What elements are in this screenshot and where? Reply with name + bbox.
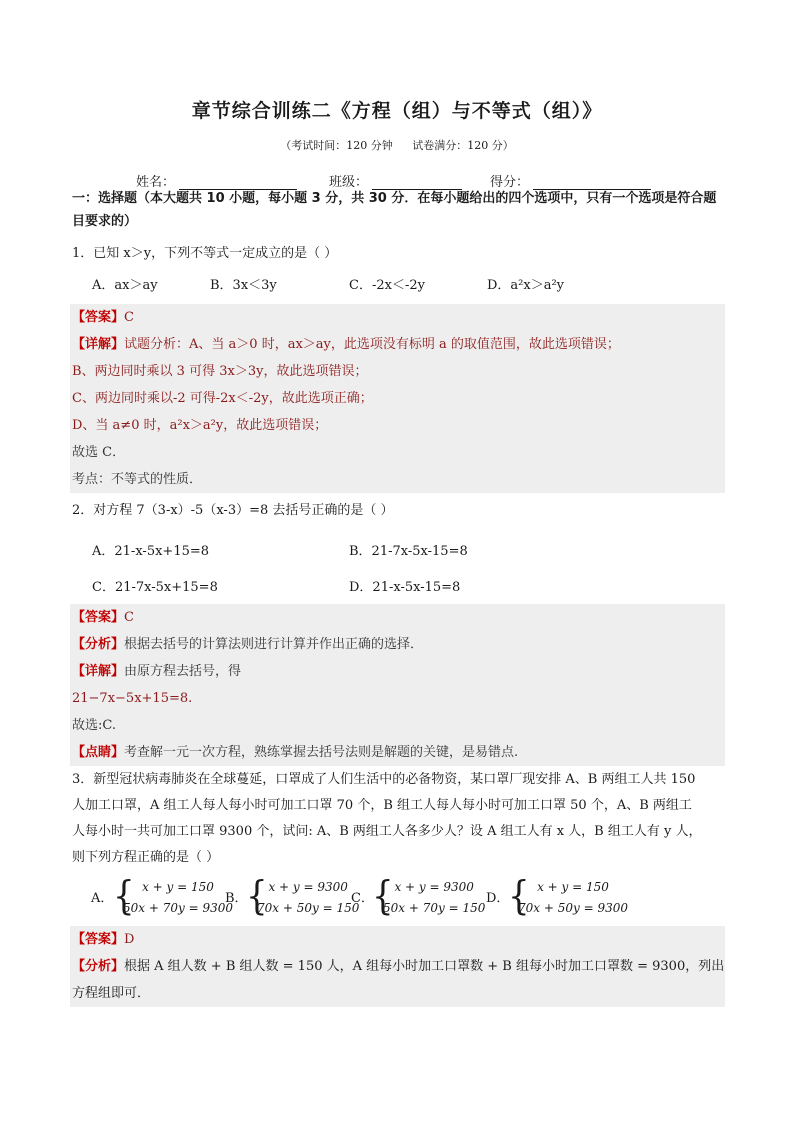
detail-tag: 【详解】: [72, 664, 125, 679]
question-2-options-row-1: [92, 540, 468, 559]
question-1-options: [92, 274, 564, 293]
answer-row: [70, 604, 725, 631]
conclusion-text: 故选 C．: [72, 445, 126, 460]
answer-tag: 【答案】: [72, 310, 125, 325]
question-2-solution: [70, 604, 725, 766]
equation-pair: [123, 877, 233, 919]
equation-pair: [518, 877, 628, 919]
brace-icon: {: [246, 873, 268, 920]
brace-icon: {: [508, 873, 530, 920]
answer-tag: 【答案】: [72, 932, 125, 947]
answer-row: [70, 304, 725, 331]
answer-tag: 【答案】: [72, 610, 125, 625]
option-c: C．21-7x-5x+15=8: [92, 580, 218, 595]
question-3-solution: [70, 926, 725, 1007]
equation-1: x + y = 150: [142, 880, 214, 894]
question-1-stem: 1．已知 x＞y，下列不等式一定成立的是（ ）: [72, 246, 338, 261]
exam-full-score: 试卷满分：120 分）: [412, 139, 514, 152]
equation-line: 21−7x−5x+15=8.: [72, 691, 193, 706]
option-label: B．: [225, 891, 248, 906]
question-2-stem: 2．对方程 7（3-x）-5（x-3）=8 去括号正确的是（ ）: [72, 503, 394, 518]
question-1-solution: [70, 304, 725, 493]
option-d: D．21-x-5x-15=8: [349, 580, 461, 595]
option-label: C．: [351, 891, 374, 906]
score-label: 得分：: [490, 175, 530, 190]
option-b: B．21-7x-5x-15=8: [349, 544, 468, 559]
detail-line-c: C、两边同时乘以-2 可得-2x＜-2y，故此选项正确；: [72, 391, 373, 406]
detail-line-b: B、两边同时乘以 3 可得 3x＞3y，故此选项错误；: [72, 364, 368, 379]
answer-value: D: [124, 932, 135, 947]
option-d-system: [486, 873, 631, 921]
brace-icon: {: [372, 873, 394, 920]
equation-1: x + y = 150: [537, 880, 609, 894]
equation-pair: [257, 877, 359, 919]
option-a-system: [91, 873, 233, 921]
brace-icon: {: [113, 873, 135, 920]
option-c-system: [351, 873, 486, 921]
page-title: 章节综合训练二《方程（组）与不等式（组）》: [191, 100, 603, 122]
analysis-text: 根据 A 组人数 + B 组人数 = 150 人，A 组每小时加工口罩数 + B 组每小时加工口罩数 = 9300，列出: [124, 959, 725, 974]
option-a: A．21-x-5x+15=8: [92, 544, 210, 559]
stem-line-1: 3．新型冠状病毒肺炎在全球蔓延，口罩成了人们生活中的必备物资，某口罩厂现安排 A、B 两组工人共 150: [72, 772, 696, 787]
detail-line-d: D、当 a≠0 时，a²x＞a²y，故此选项错误；: [72, 418, 328, 433]
comment-row: [70, 739, 725, 766]
equation-pair: [383, 877, 485, 919]
analysis-row: [70, 631, 725, 658]
option-a: A．ax＞ay: [92, 278, 158, 293]
stem-line-3: 人每小时一共可加工口罩 9300 个，试问: A、B 两组工人各多少人？设 A 组工人有 x 人，B 组工人有 y 人，: [72, 824, 702, 839]
conclusion-text: 故选:C.: [72, 718, 116, 733]
option-label: A．: [91, 891, 114, 906]
detail-text: 由原方程去括号，得: [124, 664, 242, 679]
option-d: D．a²x＞a²y: [487, 278, 565, 293]
question-2-options-row-2: [92, 576, 460, 595]
answer-value: C: [124, 310, 134, 325]
option-label: D．: [486, 891, 510, 906]
stem-line-2: 人加工口罩，A 组工人每人每小时可加工口罩 70 个，B 组工人每人每小时可加工口罩 50 个，A、B 两组工: [72, 798, 692, 813]
equation-2: 50x + 70y = 150: [383, 901, 486, 915]
answer-value: C: [124, 610, 134, 625]
stem-line-4: 则下列方程正确的是（ ）: [72, 850, 220, 865]
knowledge-point: 考点：不等式的性质．: [72, 472, 203, 487]
analysis-line-2: 方程组即可．: [72, 986, 151, 1001]
analysis-tag: 【分析】: [72, 959, 125, 974]
equation-1: x + y = 9300: [268, 880, 348, 894]
detail-tag: 【详解】: [72, 337, 125, 352]
answer-row: [70, 926, 725, 953]
option-b: B．3x＜3y: [210, 278, 277, 293]
question-3-stem: [72, 767, 726, 871]
name-label: 姓名：: [136, 175, 176, 190]
equation-2: 50x + 70y = 9300: [123, 901, 233, 915]
detail-text: 试题分析：A、当 a＞0 时，ax＞ay，此选项没有标明 a 的取值范围，故此选项错误；: [124, 337, 620, 352]
equation-2: 70x + 50y = 150: [257, 901, 360, 915]
analysis-row: [70, 953, 725, 980]
option-c: C．-2x＜-2y: [349, 278, 425, 293]
class-label: 班级：: [329, 175, 369, 190]
comment-tag: 【点睛】: [72, 745, 125, 760]
equation-1: x + y = 9300: [394, 880, 474, 894]
section-heading: 一：选择题（本大题共 10 小题，每小题 3 分，共 30 分．在每小题给出的四个选项中，只有一个选项是符合题目要求的）: [72, 191, 717, 229]
comment-text: 考查解一元一次方程，熟练掌握去括号法则是解题的关键，是易错点.: [124, 745, 519, 760]
detail-row: [70, 658, 725, 685]
exam-info-subtitle: [0, 137, 794, 153]
exam-time: （考试时间：120 分钟: [280, 139, 393, 152]
option-b-system: [225, 873, 360, 921]
analysis-text: 根据去括号的计算法则进行计算并作出正确的选择．: [124, 637, 424, 652]
detail-row: [70, 331, 725, 358]
equation-2: 70x + 50y = 9300: [518, 901, 628, 915]
analysis-tag: 【分析】: [72, 637, 125, 652]
